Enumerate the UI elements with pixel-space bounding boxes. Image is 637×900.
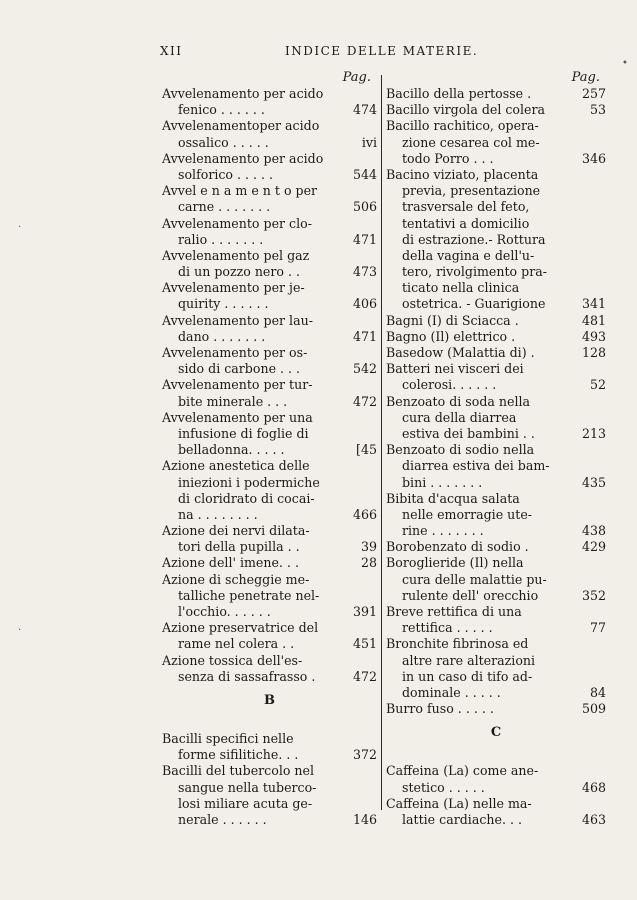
page-number: 435 (581, 474, 606, 490)
entry-text-line: Caffeina (La) come ane- (386, 763, 539, 779)
entry-final-line (162, 232, 377, 248)
page-number: 429 (581, 539, 606, 555)
entry-text-line: cura delle malattie pu- (402, 571, 547, 587)
index-entry (386, 102, 606, 118)
page-number: 481 (581, 312, 606, 328)
page-number: 84 (589, 684, 606, 700)
entry-text-line: diarrea estiva dei bam- (402, 458, 550, 474)
entry-text-line: Benzoato di soda nella (386, 393, 531, 409)
page-number: 542 (352, 361, 377, 377)
running-header (160, 44, 600, 60)
index-entry (162, 151, 377, 183)
entry-text-line: Azione dell' imene. . . (162, 555, 299, 571)
page-number: 506 (352, 199, 377, 215)
entry-text-line: Bacillo della pertosse . (386, 86, 532, 101)
entry-text-line: solforico . . . . . (178, 166, 274, 182)
entry-final-line (162, 669, 377, 685)
entry-final-line (162, 394, 377, 410)
entry-text-line: bini . . . . . . . (402, 474, 483, 490)
entry-text-line: Azione anestetica delle (162, 458, 310, 474)
page-number: 468 (581, 779, 606, 795)
index-entry (162, 572, 377, 621)
entry-text-line: trasversale del feto, (402, 199, 530, 215)
entry-text-line: sido di carbone . . . (178, 361, 301, 377)
page-number: 128 (581, 345, 606, 360)
index-entry (162, 620, 377, 652)
page-number: 493 (581, 328, 606, 344)
entry-text-line: Boroglieride (Il) nella (386, 555, 524, 571)
entry-text-line: l'occhio. . . . . . (178, 604, 271, 619)
entry-final-line (386, 151, 606, 167)
index-entry (386, 313, 606, 329)
index-entry (386, 701, 606, 717)
margin-mark: · (18, 625, 22, 636)
entry-text-line: quirity . . . . . . (178, 296, 269, 312)
right-entries-c (386, 763, 606, 828)
entry-text-line: Breve rettifica di una (386, 604, 522, 619)
entry-final-line (162, 102, 377, 118)
page-label-right: Pag. (571, 70, 600, 85)
index-entry (386, 361, 606, 393)
index-entry (162, 183, 377, 215)
entry-text-line: talliche penetrate nel- (178, 587, 320, 603)
page-number: 53 (589, 102, 606, 118)
page-number: 474 (352, 102, 377, 118)
entry-final-line (386, 701, 606, 717)
page-number: 544 (352, 166, 377, 182)
left-entries (162, 86, 377, 685)
entry-text-line: dano . . . . . . . (178, 328, 266, 344)
entry-text-line: fenico . . . . . . (178, 102, 265, 118)
page-number: [45 (356, 442, 377, 458)
entry-final-line (162, 747, 377, 763)
entry-text-line: infusione di foglie di (178, 425, 309, 441)
entry-final-line (162, 264, 377, 280)
page-folio: XII (160, 44, 183, 58)
entry-text-line: nerale . . . . . . (178, 811, 267, 827)
entry-text-line: Bacilli del tubercolo nel (162, 763, 315, 779)
index-entry (386, 167, 606, 313)
index-entry (162, 313, 377, 345)
entry-text-line: Azione preservatrice del (162, 620, 319, 636)
index-entry (162, 763, 377, 828)
page-label-left: Pag. (342, 70, 371, 85)
entry-final-line (386, 377, 606, 393)
entry-text-line: Batteri nei visceri dei (386, 361, 524, 377)
section-heading-b: B (264, 692, 275, 708)
page-number: 471 (352, 328, 377, 344)
left-column (162, 70, 377, 828)
section-heading-c: C (490, 725, 502, 741)
page-title: INDICE DELLE MATERIE. (285, 44, 479, 58)
entry-final-line (162, 296, 377, 312)
index-entry (386, 329, 606, 345)
entry-text-line: Bronchite fibrinosa ed (386, 636, 529, 652)
index-entry (386, 442, 606, 491)
page-number: 509 (581, 701, 606, 717)
entry-final-line (386, 426, 606, 442)
entry-text-line: Azione di scheggie me- (162, 571, 310, 587)
entry-text-line: di estrazione.- Rottura (402, 231, 546, 247)
index-entry (162, 86, 377, 118)
entry-text-line: ticato nella clinica (402, 280, 520, 296)
entry-final-line (162, 329, 377, 345)
margin-mark: • (622, 58, 628, 69)
page-number: 406 (352, 296, 377, 312)
entry-text-line: Avvelenamento per acido (162, 86, 324, 101)
page-number: 438 (581, 523, 606, 539)
entry-text-line: della vagina e dell'u- (402, 247, 535, 263)
entry-text-line: tero, rivolgimento pra- (402, 264, 547, 280)
left-entries-b (162, 731, 377, 828)
entry-text-line: losi miliare acuta ge- (178, 795, 313, 811)
page-number: 473 (352, 264, 377, 280)
page-number: 341 (581, 296, 606, 312)
index-entry (162, 280, 377, 312)
page-number: 257 (581, 86, 606, 101)
page-number: 451 (352, 636, 377, 652)
entry-text-line: in un caso di tifo ad- (402, 668, 533, 684)
entry-text-line: Bagni (I) di Sciacca . (386, 312, 519, 328)
entry-final-line (386, 685, 606, 701)
index-entry (386, 636, 606, 701)
entry-text-line: carne . . . . . . . (178, 199, 271, 215)
page-number: 213 (581, 425, 606, 441)
entry-final-line (162, 167, 377, 183)
index-entry (386, 555, 606, 604)
page-number: 28 (360, 555, 377, 571)
margin-mark: · (18, 222, 22, 233)
entry-text-line: tentativi a domicilio (402, 215, 530, 231)
page-number: 146 (352, 811, 377, 827)
entry-final-line (386, 780, 606, 796)
entry-final-line (386, 329, 606, 345)
entry-text-line: Bagno (Il) elettrico . (386, 328, 516, 344)
entry-text-line: Azione dei nervi dilata- (162, 523, 310, 539)
entry-final-line (386, 296, 606, 312)
entry-text-line: Bacino viziato, placenta (386, 166, 539, 182)
index-entry (162, 345, 377, 377)
index-entry (162, 523, 377, 555)
entry-text-line: cura della diarrea (402, 409, 517, 425)
entry-text-line: Avvel e n a m e n t o per (162, 183, 318, 199)
entry-text-line: Avvelenamento per je- (162, 280, 305, 296)
entry-text-line: colerosi. . . . . . (402, 377, 497, 393)
entry-text-line: nelle emorragie ute- (402, 506, 533, 522)
entry-final-line (386, 345, 606, 361)
entry-final-line (162, 539, 377, 555)
entry-text-line: Azione tossica dell'es- (162, 652, 303, 668)
index-entry (386, 394, 606, 443)
entry-text-line: rine . . . . . . . (402, 523, 484, 539)
index-entry (162, 216, 377, 248)
entry-text-line: di un pozzo nero . . (178, 264, 300, 280)
entry-text-line: rulente dell' orecchio (402, 587, 539, 603)
page-number: ivi (361, 134, 377, 150)
page-number: 471 (352, 231, 377, 247)
column-divider (381, 75, 382, 810)
entry-final-line (386, 86, 606, 102)
entry-text-line: lattie cardiache. . . (402, 811, 522, 827)
entry-text-line: previa, presentazione (402, 183, 541, 199)
entry-text-line: estiva dei bambini . . (402, 425, 535, 441)
entry-text-line: Avvelenamento per os- (162, 345, 308, 360)
page-number: 39 (360, 539, 377, 555)
index-entry (162, 377, 377, 409)
entry-final-line (162, 135, 377, 151)
index-entry (162, 458, 377, 523)
page-number: 372 (352, 747, 377, 763)
index-entry (386, 763, 606, 795)
entry-text-line: Bibita d'acqua salata (386, 490, 520, 506)
right-column (386, 70, 606, 828)
index-entry (162, 118, 377, 150)
entry-text-line: Bacilli specifici nelle (162, 730, 294, 746)
entry-text-line: bite minerale . . . (178, 393, 288, 409)
entry-text-line: rettifica . . . . . (402, 620, 493, 636)
entry-text-line: Caffeina (La) nelle ma- (386, 795, 532, 811)
entry-text-line: ossalico . . . . . (178, 134, 269, 150)
entry-text-line: senza di sassafrasso . (178, 668, 316, 684)
entry-text-line: di cloridrato di cocai- (178, 490, 315, 506)
index-entry (162, 410, 377, 459)
entry-text-line: rame nel colera . . (178, 636, 295, 652)
entry-text-line: ralio . . . . . . . (178, 231, 264, 247)
page-number: 472 (352, 393, 377, 409)
entry-text-line: Bacillo virgola del colera (386, 102, 546, 118)
entry-text-line: Benzoato di sodio nella (386, 442, 535, 458)
entry-text-line: iniezioni i podermiche (178, 474, 320, 490)
entry-text-line: Avvelenamento per una (162, 409, 313, 425)
index-entry (162, 653, 377, 685)
entry-text-line: na . . . . . . . . (178, 506, 258, 522)
page-number: 463 (581, 811, 606, 827)
entry-final-line (162, 507, 377, 523)
entry-text-line: Avvelenamento per acido (162, 150, 324, 166)
page-number: 346 (581, 150, 606, 166)
entry-final-line (162, 604, 377, 620)
page-number: 472 (352, 668, 377, 684)
index-entry (386, 604, 606, 636)
entry-final-line (386, 102, 606, 118)
entry-final-line (162, 636, 377, 652)
entry-final-line (162, 199, 377, 215)
entry-final-line (386, 313, 606, 329)
entry-final-line (386, 812, 606, 828)
entry-final-line (162, 555, 377, 571)
page-number: 352 (581, 587, 606, 603)
page-number: 77 (589, 620, 606, 636)
entry-text-line: Basedow (Malattia di) . (386, 345, 535, 360)
entry-text-line: tori della pupilla . . (178, 539, 300, 555)
entry-text-line: belladonna. . . . . (178, 442, 285, 458)
entry-text-line: altre rare alterazioni (402, 652, 536, 668)
entry-final-line (162, 812, 377, 828)
index-entry (162, 248, 377, 280)
entry-text-line: Avvelenamento per tur- (162, 377, 313, 393)
index-entry (386, 539, 606, 555)
entry-text-line: ostetrica. - Guarigione (402, 296, 546, 312)
right-entries (386, 86, 606, 717)
index-entry (162, 731, 377, 763)
entry-final-line (162, 361, 377, 377)
entry-final-line (386, 523, 606, 539)
entry-final-line (162, 442, 377, 458)
entry-text-line: Borobenzato di sodio . (386, 539, 529, 555)
entry-text-line: Avvelenamento per lau- (162, 312, 313, 328)
index-entry (386, 118, 606, 167)
page-number: 52 (589, 377, 606, 393)
entry-final-line (386, 539, 606, 555)
entry-text-line: dominale . . . . . (402, 684, 501, 700)
entry-text-line: forme sifilitiche. . . (178, 747, 299, 763)
entry-text-line: Avvelenamento per clo- (162, 215, 312, 231)
page-number: 466 (352, 506, 377, 522)
entry-text-line: zione cesarea col me- (402, 134, 540, 150)
entry-text-line: Avvelenamentoper acido (162, 118, 320, 134)
entry-text-line: Avvelenamento pel gaz (162, 247, 310, 263)
index-entry (386, 345, 606, 361)
index-entry (386, 491, 606, 540)
index-entry (386, 796, 606, 828)
entry-final-line (386, 588, 606, 604)
entry-final-line (386, 475, 606, 491)
index-entry (162, 555, 377, 571)
entry-final-line (386, 620, 606, 636)
entry-text-line: Burro fuso . . . . . (386, 701, 494, 717)
entry-text-line: stetico . . . . . (402, 779, 485, 795)
index-entry (386, 86, 606, 102)
entry-text-line: sangue nella tuberco- (178, 779, 317, 795)
entry-text-line: todo Porro . . . (402, 150, 494, 166)
page-number: 391 (352, 604, 377, 619)
entry-text-line: Bacillo rachitico, opera- (386, 118, 539, 134)
